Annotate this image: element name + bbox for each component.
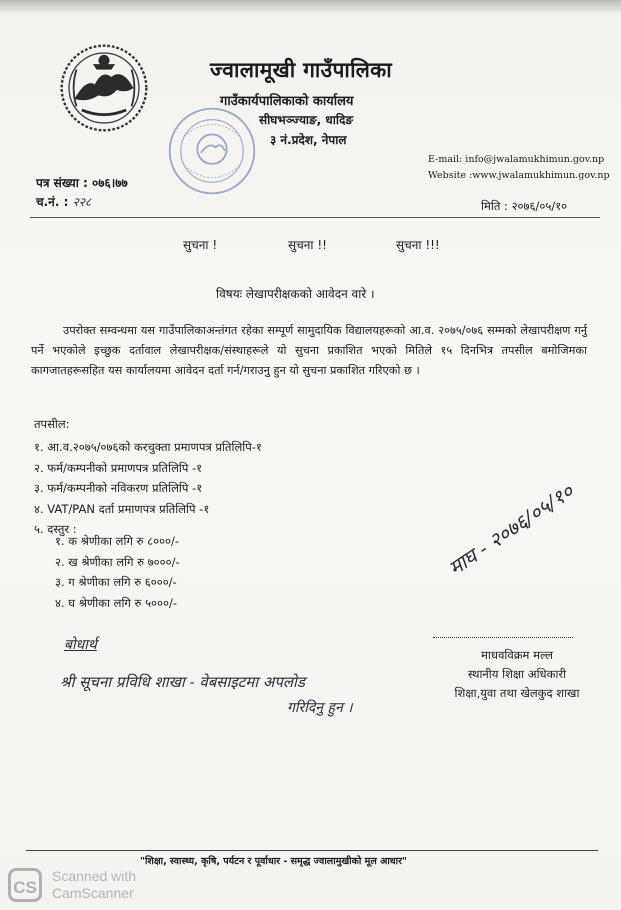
reference-number: पत्र संख्या : ०७६।७७	[36, 176, 128, 190]
notice-heading-2: सुचना !!	[288, 238, 327, 252]
cc-label: बोधार्थ	[64, 637, 97, 653]
list-item: ३. फर्म/कम्पनीको नविकरण प्रतिलिपि -१	[34, 481, 203, 495]
details-list	[34, 437, 262, 540]
email-text: E-mail: info@jwalamukhimun.gov.np	[428, 154, 605, 165]
address-line-2: ३ नं.प्रदेश, नेपाल	[270, 133, 347, 147]
letter-date	[481, 199, 567, 214]
office-name: गाउँकार्यपालिकाको कार्यालय	[220, 94, 354, 109]
signatory-title: स्थानीय शिक्षा अधिकारी	[467, 667, 567, 681]
dispatch-number	[36, 193, 91, 210]
office-seal-stamp-icon	[166, 105, 258, 197]
fee-item: २. ख श्रेणीका लगि रु ७०००/-	[55, 554, 180, 569]
fee-item: ३. ग श्रेणीका लगि रु ६०००/-	[55, 575, 177, 589]
dispatch-label: च.नं. :	[36, 195, 73, 209]
signatory-section: शिक्षा,युवा तथा खेलकुद शाखा	[454, 686, 580, 700]
footer-divider	[26, 850, 598, 851]
government-emblem-icon	[58, 42, 150, 134]
fee-item: १. क श्रेणीका लगि रु ८०००/-	[55, 534, 180, 548]
fee-item: ४. घ श्रेणीका लगि रु ५०००/-	[55, 595, 178, 610]
website-text: Website :www.jwalamukhimun.gov.np	[428, 170, 610, 181]
cc-line-2: गरिदिनु हुन ।	[287, 700, 353, 716]
org-name: ज्वालामूखी गाउँपालिका	[210, 58, 392, 82]
handwritten-signature: माघ - २०७६/०५/१०	[444, 479, 578, 581]
subject-line: विषयः लेखापरीक्षकको आवेदन वारे ।	[216, 287, 375, 301]
watermark-text	[52, 868, 136, 902]
signatory-name: माधवविक्रम मल्ल	[481, 648, 553, 662]
dispatch-value: २२८	[72, 195, 92, 209]
details-label: तपसील:	[34, 417, 70, 431]
camscanner-logo-icon: CS	[8, 868, 42, 902]
cc-line-1: श्री सूचना प्रविधि शाखा - वेबसाइटमा अपलोड	[60, 673, 305, 691]
camscanner-watermark	[0, 865, 170, 910]
notice-body: उपरोक्त सम्वन्धमा यस गाउँपालिकाअन्तंगत रहेका सम्पूर्ण सामुदायिक विद्यालयहरूको आ.व. २०७५/०७६ सम्मको लेखापरीक्षण गर्नु पर्ने भएकोले इच्छुक दर्तावाल लेखापरीक्षक/संस्थाहरूले यो सुचना प्रकाशित भएको मितिले १५ दिनभित्र तपसील बमोजिमका कागजातहरूसहित यस कार्यालयमा आवेदन दर्ता गर्न/गराउनु हुन यो सुचना प्रकाशित गरिएको छ ।	[31, 324, 587, 377]
watermark-line-2: CamScanner	[52, 885, 134, 901]
list-item: ५. दस्तुर :	[34, 522, 77, 536]
list-item: २. फर्म/कम्पनीको प्रमाणपत्र प्रतिलिपि -१	[34, 460, 203, 475]
notice-heading-3: सुचना !!!	[396, 238, 440, 252]
address-line-1: सीघभञ्ज्याङ, धादिङ	[259, 113, 354, 127]
list-item: ४. VAT/PAN दर्ता प्रमाणपत्र प्रतिलिपि -१	[34, 501, 210, 516]
header-divider	[30, 217, 600, 218]
fee-list	[55, 531, 180, 613]
watermark-line-1: Scanned with	[52, 868, 137, 884]
scan-shadow	[0, 0, 621, 14]
date-label: मिति :	[481, 199, 512, 213]
signature-line	[433, 637, 573, 638]
footer-motto: "शिक्षा, स्वास्थ्य, कृषि, पर्यटन र पूर्वाधार - समृद्ध ज्वालामुखीको मूल आधार"	[140, 856, 407, 867]
date-value: २०७६/०५/१०	[511, 199, 568, 213]
notice-heading-1: सुचना !	[183, 238, 218, 252]
list-item: १. आ.व.२०७५/०७६को करचुक्ता प्रमाणपत्र प्रतिलिपि-१	[34, 440, 262, 454]
